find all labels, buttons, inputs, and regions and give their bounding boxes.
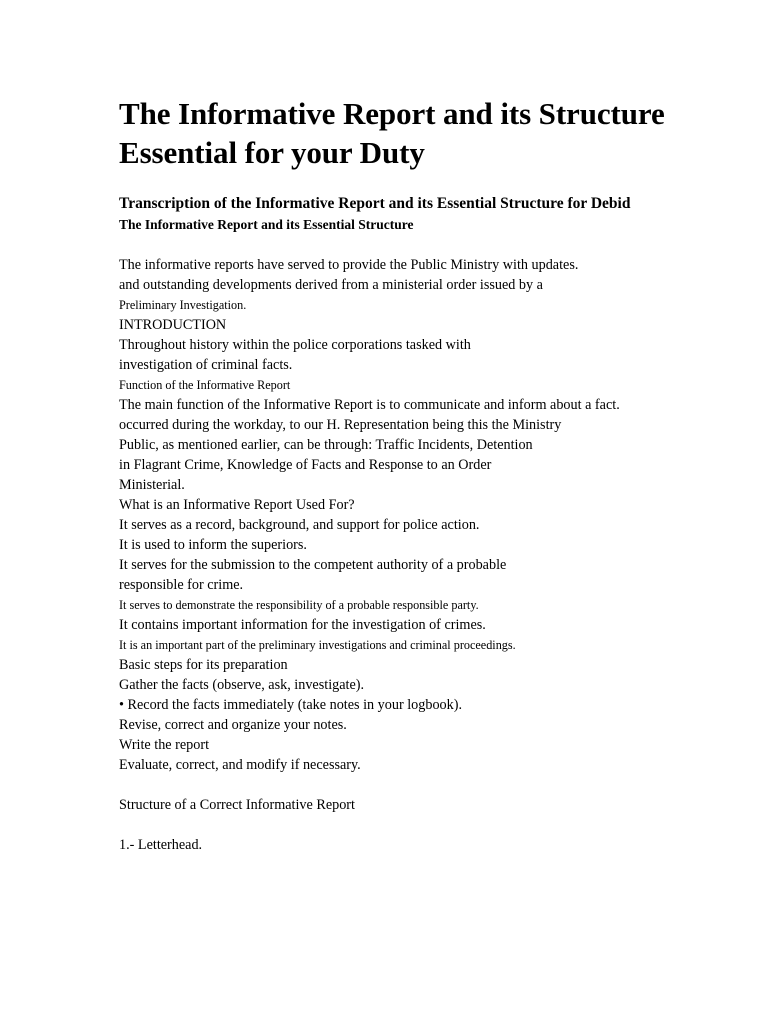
document-section-heading: The Informative Report and its Essential Structure: [119, 217, 414, 232]
body-line: Public, as mentioned earlier, can be through: Traffic Incidents, Detention: [119, 437, 533, 453]
document-subtitle: Transcription of the Informative Report and its Essential Structure for Debid: [119, 195, 631, 212]
body-line: Revise, correct and organize your notes.: [119, 717, 347, 733]
document-title: The Informative Report and its Structure Essential for your Duty: [119, 96, 665, 170]
body-line: It is an important part of the preliminary investigations and criminal proceedings.: [119, 638, 516, 652]
body-line: occurred during the workday, to our H. Representation being this the Ministry: [119, 417, 562, 433]
body-line: The informative reports have served to provide the Public Ministry with updates.: [119, 257, 579, 273]
body-line: It serves as a record, background, and support for police action.: [119, 517, 480, 533]
body-line: Write the report: [119, 737, 210, 753]
document-page: [119, 94, 719, 855]
document-body: [119, 255, 719, 855]
body-line: Basic steps for its preparation: [119, 657, 288, 673]
blank-line: [119, 775, 719, 795]
body-line: Preliminary Investigation.: [119, 298, 247, 312]
body-line: investigation of criminal facts.: [119, 357, 293, 373]
body-line: The main function of the Informative Report is to communicate and inform about a fact.: [119, 397, 620, 413]
body-line: Gather the facts (observe, ask, investigate).: [119, 677, 365, 693]
body-line: and outstanding developments derived from a ministerial order issued by a: [119, 277, 543, 293]
body-line: It serves to demonstrate the responsibility of a probable responsible party.: [119, 598, 479, 612]
body-line: It is used to inform the superiors.: [119, 537, 307, 553]
body-line: 1.- Letterhead.: [119, 837, 203, 853]
body-line: responsible for crime.: [119, 577, 244, 593]
body-line: Evaluate, correct, and modify if necessary.: [119, 757, 361, 773]
body-line: What is an Informative Report Used For?: [119, 497, 355, 513]
body-line: INTRODUCTION: [119, 317, 227, 333]
body-line: Ministerial.: [119, 477, 185, 493]
body-line: It contains important information for the investigation of crimes.: [119, 617, 486, 633]
body-line: It serves for the submission to the competent authority of a probable: [119, 557, 507, 573]
body-line: Structure of a Correct Informative Report: [119, 797, 355, 813]
body-line: • Record the facts immediately (take notes in your logbook).: [119, 697, 463, 713]
blank-line: [119, 815, 719, 835]
body-line: in Flagrant Crime, Knowledge of Facts and Response to an Order: [119, 457, 492, 473]
body-line: Throughout history within the police corporations tasked with: [119, 337, 471, 353]
body-line: Function of the Informative Report: [119, 378, 291, 392]
